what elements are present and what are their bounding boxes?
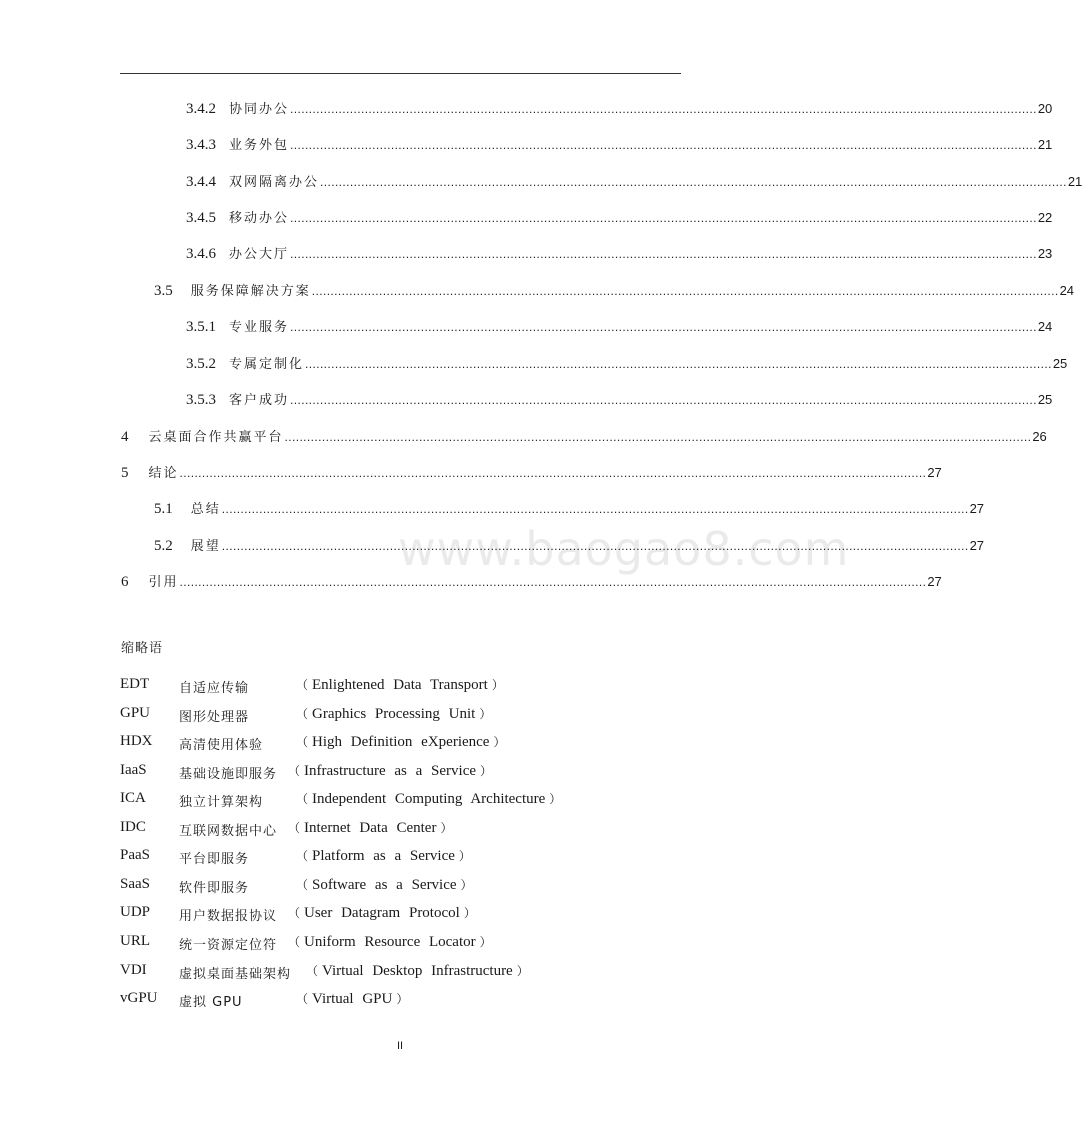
abbreviation-english: （ Infrastructure as a Service ） <box>288 763 493 779</box>
toc-entry-number: 6 <box>121 574 129 590</box>
toc-entry-number: 3.5.3 <box>186 392 216 408</box>
abbreviation-english: （ User Datagram Protocol ） <box>288 905 476 921</box>
toc-entry-number: 3.4.3 <box>186 137 216 153</box>
toc-entry[interactable] <box>186 243 1053 265</box>
toc-entry-title: 专属定制化 <box>229 357 305 372</box>
abbreviation-code: URL <box>120 933 150 949</box>
toc-entry[interactable] <box>121 462 942 484</box>
toc-entry-page: 26 <box>1032 429 1047 444</box>
toc-entry-page: 25 <box>1037 392 1053 407</box>
toc-leader-dots <box>180 466 927 480</box>
toc-entry-title: 专业服务 <box>229 320 290 335</box>
abbreviation-english: （ Software as a Service ） <box>296 877 473 893</box>
abbreviation-code: IDC <box>120 819 146 835</box>
toc-leader-dots <box>320 175 1067 189</box>
abbreviation-english: （ Virtual Desktop Infrastructure ） <box>306 963 529 979</box>
toc-entry-title: 移动办公 <box>229 211 290 226</box>
toc-entry-page: 21 <box>1067 174 1082 189</box>
toc-entry-page: 20 <box>1037 101 1053 116</box>
toc-entry[interactable] <box>121 571 942 593</box>
abbreviation-english: （ Independent Computing Architecture ） <box>296 791 562 807</box>
abbreviation-chinese: 平台即服务 <box>179 852 250 867</box>
toc-leader-dots <box>290 320 1037 334</box>
toc-entry-number: 4 <box>121 429 129 445</box>
abbreviation-chinese: 统一资源定位符 <box>179 938 278 953</box>
toc-entry[interactable] <box>186 98 1053 120</box>
abbreviation-english: （ Platform as a Service ） <box>296 848 471 864</box>
abbreviation-chinese: 用户数据报协议 <box>179 909 278 924</box>
abbreviation-code: ICA <box>120 790 146 806</box>
toc-entry-title: 云桌面合作共赢平台 <box>148 430 284 445</box>
abbreviation-chinese: 软件即服务 <box>179 881 250 896</box>
abbreviation-english: （ Uniform Resource Locator ） <box>288 934 492 950</box>
toc-entry[interactable] <box>154 280 1075 302</box>
toc-entry-title: 协同办公 <box>229 102 290 117</box>
toc-entry-page: 23 <box>1037 246 1053 261</box>
abbreviation-chinese: 虚拟桌面基础架构 <box>179 967 292 982</box>
toc-entry-number: 3.4.6 <box>186 246 216 262</box>
toc-leader-dots <box>305 357 1052 371</box>
toc-entry-title: 展望 <box>190 539 221 554</box>
toc-entry-number: 3.5 <box>154 283 173 299</box>
abbreviation-chinese: 基础设施即服务 <box>179 767 278 782</box>
page-number: II <box>396 1040 404 1052</box>
toc-entry-title: 总结 <box>190 502 221 517</box>
toc-leader-dots <box>222 539 969 553</box>
toc-entry-number: 3.5.2 <box>186 356 216 372</box>
toc-leader-dots <box>290 247 1037 261</box>
toc-entry-number: 5 <box>121 465 129 481</box>
toc-entry-title: 业务外包 <box>229 138 290 153</box>
abbreviation-code: UDP <box>120 904 151 920</box>
toc-entry-number: 3.4.4 <box>186 174 216 190</box>
toc-entry-title: 双网隔离办公 <box>229 175 320 190</box>
toc-entry-page: 22 <box>1037 210 1053 225</box>
toc-leader-dots <box>290 393 1037 407</box>
watermark: www.baogao8.com <box>398 522 850 576</box>
abbreviation-english: （ Enlightened Data Transport ） <box>296 677 504 693</box>
toc-entry[interactable] <box>154 498 985 520</box>
toc-leader-dots <box>290 102 1037 116</box>
abbreviation-chinese: 虚拟 GPU <box>179 995 243 1010</box>
abbreviation-chinese: 互联网数据中心 <box>179 824 278 839</box>
toc-entry[interactable] <box>154 535 985 557</box>
abbreviation-code: SaaS <box>120 876 150 892</box>
abbreviation-code: vGPU <box>120 990 158 1006</box>
toc-entry[interactable] <box>186 134 1053 156</box>
toc-entry-page: 25 <box>1052 356 1068 371</box>
toc-entry-title: 结论 <box>148 466 179 481</box>
toc-leader-dots <box>285 430 1032 444</box>
toc-entry[interactable] <box>186 353 1068 375</box>
abbreviations-heading: 缩略语 <box>121 641 164 656</box>
toc-entry-page: 27 <box>969 538 985 553</box>
abbreviation-code: EDT <box>120 676 150 692</box>
toc-entry[interactable] <box>186 389 1053 411</box>
toc-entry[interactable] <box>121 426 1047 448</box>
abbreviation-chinese: 高清使用体验 <box>179 738 264 753</box>
toc-entry-number: 5.1 <box>154 501 173 517</box>
toc-entry-title: 引用 <box>148 575 179 590</box>
toc-entry[interactable] <box>186 316 1053 338</box>
toc-entry-title: 办公大厅 <box>229 247 290 262</box>
toc-entry-title: 服务保障解决方案 <box>190 284 311 299</box>
toc-entry-number: 3.4.2 <box>186 101 216 117</box>
toc-entry-page: 21 <box>1037 137 1053 152</box>
abbreviation-code: PaaS <box>120 847 150 863</box>
toc-leader-dots <box>180 575 927 589</box>
abbreviation-english: （ Virtual GPU ） <box>296 991 409 1007</box>
abbreviation-code: IaaS <box>120 762 147 778</box>
abbreviation-code: HDX <box>120 733 153 749</box>
abbreviation-code: VDI <box>120 962 147 978</box>
toc-entry-number: 5.2 <box>154 538 173 554</box>
toc-leader-dots <box>312 284 1059 298</box>
abbreviation-chinese: 自适应传输 <box>179 681 250 696</box>
abbreviation-english: （ Graphics Processing Unit ） <box>296 706 492 722</box>
toc-entry-page: 24 <box>1059 283 1075 298</box>
toc-entry[interactable] <box>186 171 1082 193</box>
abbreviation-english: （ Internet Data Center ） <box>288 820 453 836</box>
toc-entry-number: 3.5.1 <box>186 319 216 335</box>
toc-entry-page: 27 <box>969 501 985 516</box>
header-rule <box>120 73 681 74</box>
abbreviation-english: （ High Definition eXperience ） <box>296 734 506 750</box>
abbreviation-chinese: 图形处理器 <box>179 710 250 725</box>
toc-entry[interactable] <box>186 207 1053 229</box>
toc-entry-number: 3.4.5 <box>186 210 216 226</box>
toc-leader-dots <box>222 502 969 516</box>
toc-entry-page: 24 <box>1037 319 1053 334</box>
toc-entry-title: 客户成功 <box>229 393 290 408</box>
toc-leader-dots <box>290 211 1037 225</box>
toc-leader-dots <box>290 138 1037 152</box>
toc-entry-page: 27 <box>927 574 942 589</box>
toc-entry-page: 27 <box>927 465 942 480</box>
abbreviation-chinese: 独立计算架构 <box>179 795 264 810</box>
abbreviation-code: GPU <box>120 705 151 721</box>
